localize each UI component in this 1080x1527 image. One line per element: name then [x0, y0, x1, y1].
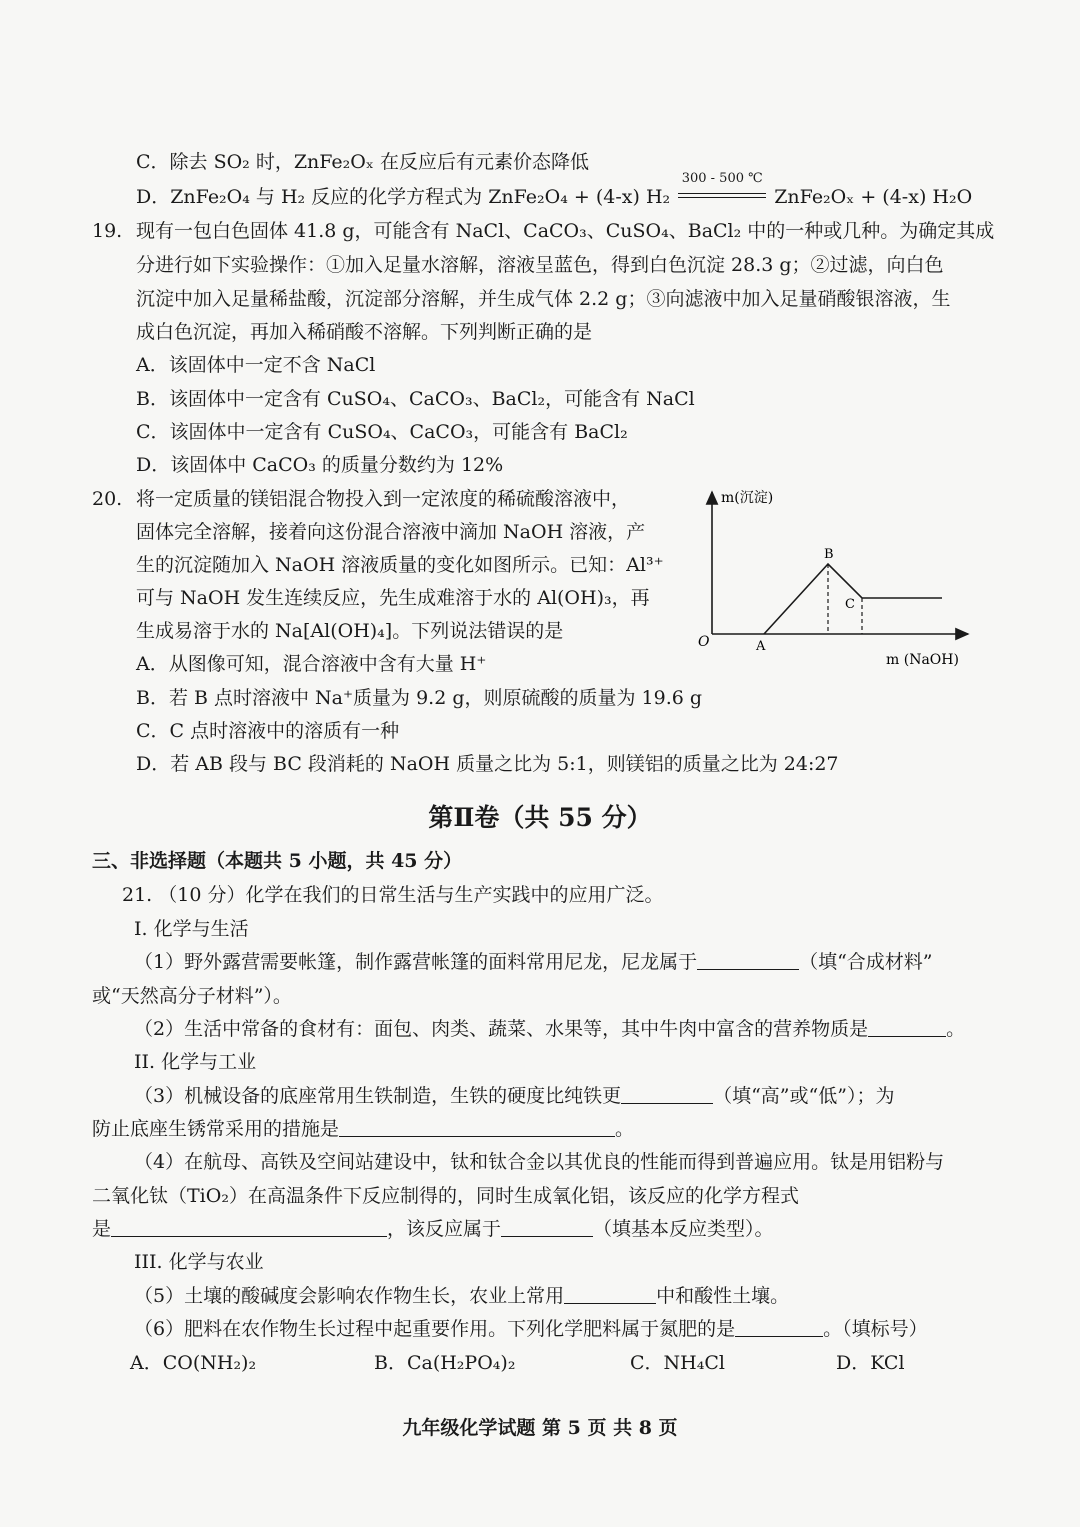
- y-axis-label: m(沉淀): [721, 490, 774, 506]
- q19-stem-line-2: 分进行如下实验操作：①加入足量水溶解，溶液呈蓝色，得到白色沉淀 28.3 g；②过滤，向白色: [136, 254, 944, 276]
- q21-p5: [134, 1284, 789, 1308]
- answer-blank-4[interactable]: [339, 1118, 615, 1137]
- q20-option-d: D．若 AB 段与 BC 段消耗的 NaOH 质量之比为 5:1，则镁铝的质量之比为 24:27: [136, 753, 839, 775]
- q19-stem-line-1: 现有一包白色固体 41.8 g，可能含有 NaCl、CaCO₃、CuSO₄、BaCl₂ 中的一种或几种。为确定其成: [136, 220, 995, 242]
- answer-blank-3[interactable]: [621, 1085, 713, 1104]
- q21-p4-mid: ，该反应属于: [387, 1218, 502, 1240]
- q20-number: 20.: [92, 488, 123, 510]
- part-heading: 三、非选择题（本题共 5 小题，共 45 分）: [92, 850, 463, 872]
- reaction-condition-arrow: [676, 171, 768, 209]
- q21-p1-text: （1）野外露营需要帐篷，制作露营帐篷的面料常用尼龙，尼龙属于: [134, 951, 698, 973]
- q21-p3-cont: [92, 1117, 634, 1141]
- q19-option-b: B．该固体中一定含有 CuSO₄、CaCO₃、BaCl₂，可能含有 NaCl: [136, 388, 695, 410]
- q21-intro: 21. （10 分）化学在我们的日常生活与生产实践中的应用广泛。: [122, 884, 664, 906]
- q20-option-c: C．C 点时溶液中的溶质有一种: [136, 720, 400, 742]
- reaction-condition: 300 - 500 ℃: [681, 171, 763, 186]
- q21-p4-hint: （填基本反应类型）。: [593, 1218, 774, 1240]
- q18-option-d-left: D．ZnFe₂O₄ 与 H₂ 反应的化学方程式为 ZnFe₂O₄ + (4-x) H₂: [136, 186, 671, 208]
- q21-subheading-life: I. 化学与生活: [134, 918, 249, 940]
- q21-p6-text: （6）肥料在农作物生长过程中起重要作用。下列化学肥料属于氮肥的是: [134, 1318, 736, 1340]
- q21-p1: [134, 950, 933, 974]
- page-footer: 九年级化学试题 第 5 页 共 8 页: [402, 1417, 678, 1439]
- answer-blank-2[interactable]: [868, 1018, 946, 1037]
- point-c-label: C: [845, 597, 855, 612]
- q19-option-c: C．该固体中一定含有 CuSO₄、CaCO₃，可能含有 BaCl₂: [136, 421, 628, 443]
- q20-option-b: B．若 B 点时溶液中 Na⁺质量为 9.2 g，则原硫酸的质量为 19.6 g: [136, 687, 703, 709]
- q21-p3-end: 。: [615, 1118, 635, 1140]
- q20-option-a: A．从图像可知，混合溶液中含有大量 H⁺: [136, 653, 487, 675]
- q21-subheading-industry: II. 化学与工业: [134, 1051, 257, 1073]
- q21-p1-cont: 或“天然高分子材料”）。: [92, 985, 292, 1007]
- origin-label: O: [698, 634, 710, 650]
- q21-p5-text: （5）土壤的酸碱度会影响农作物生长，农业上常用: [134, 1285, 565, 1307]
- q21-option-c: C．NH₄Cl: [630, 1352, 725, 1374]
- q21-p4: （4）在航母、高铁及空间站建设中，钛和钛合金以其优良的性能而得到普遍应用。钛是用铝粉与: [134, 1151, 945, 1173]
- q21-p3-hint: （填“高”或“低”）；为: [713, 1085, 895, 1107]
- q21-option-a: A．CO(NH₂)₂: [130, 1352, 257, 1374]
- q19-option-a: A．该固体中一定不含 NaCl: [136, 354, 376, 376]
- q21-option-d: D．KCl: [836, 1352, 905, 1374]
- q21-p6: [134, 1317, 928, 1341]
- q21-subheading-agriculture: III. 化学与农业: [134, 1251, 264, 1273]
- answer-blank-8[interactable]: [735, 1318, 823, 1337]
- q21-p4-cont-text: 是: [92, 1218, 112, 1240]
- precipitate-graph: [690, 478, 980, 678]
- q21-p4-line-3: [92, 1217, 774, 1241]
- section-title: 第Ⅱ卷（共 55 分）: [428, 803, 652, 832]
- q21-p1-hint: （填“合成材料”: [799, 951, 933, 973]
- q21-p2-text: （2）生活中常备的食材有：面包、肉类、蔬菜、水果等，其中牛肉中富含的营养物质是: [134, 1018, 869, 1040]
- answer-blank-1[interactable]: [697, 951, 799, 970]
- q21-p6-hint: 。（填标号）: [823, 1318, 928, 1340]
- q20-stem-line-4: 可与 NaOH 发生连续反应，先生成难溶于水的 Al(OH)₃，再: [136, 587, 650, 609]
- q19-stem-line-4: 成白色沉淀，再加入稀硝酸不溶解。下列判断正确的是: [136, 321, 593, 343]
- point-b-label: B: [824, 547, 834, 562]
- q21-p3-text: （3）机械设备的底座常用生铁制造，生铁的硬度比纯铁更: [134, 1085, 622, 1107]
- point-a-label: A: [756, 639, 766, 654]
- q20-stem-line-1: 将一定质量的镁铝混合物投入到一定浓度的稀硫酸溶液中，: [136, 488, 631, 510]
- q18-option-d: [136, 171, 973, 209]
- q18-option-d-right: ZnFe₂Oₓ + (4-x) H₂O: [774, 186, 973, 208]
- q20-stem-line-3: 生的沉淀随加入 NaOH 溶液质量的变化如图所示。已知：Al³⁺: [136, 554, 664, 576]
- q20-stem-line-5: 生成易溶于水的 Na[Al(OH)₄]。下列说法错误的是: [136, 620, 564, 642]
- q20-stem-line-2: 固体完全溶解，接着向这份混合溶液中滴加 NaOH 溶液，产: [136, 521, 646, 543]
- q19-option-d: D．该固体中 CaCO₃ 的质量分数约为 12%: [136, 454, 504, 476]
- q21-option-b: B．Ca(H₂PO₄)₂: [374, 1352, 516, 1374]
- x-axis-label: m (NaOH): [886, 652, 959, 668]
- q21-p3: [134, 1084, 894, 1108]
- q21-p2-end: 。: [946, 1018, 966, 1040]
- answer-blank-7[interactable]: [564, 1285, 656, 1304]
- answer-blank-5[interactable]: [111, 1218, 387, 1237]
- q21-p3-cont-text: 防止底座生锈常采用的措施是: [92, 1118, 340, 1140]
- q21-p2: [134, 1017, 965, 1041]
- q19-number: 19.: [92, 220, 123, 242]
- answer-blank-6[interactable]: [501, 1218, 593, 1237]
- q21-p5-end: 中和酸性土壤。: [656, 1285, 790, 1307]
- q21-p4-line-2: 二氧化钛（TiO₂）在高温条件下反应制得的，同时生成氧化铝，该反应的化学方程式: [92, 1185, 799, 1207]
- q18-option-c: C．除去 SO₂ 时，ZnFe₂Oₓ 在反应后有元素价态降低: [136, 151, 589, 173]
- q19-stem-line-3: 沉淀中加入足量稀盐酸，沉淀部分溶解，并生成气体 2.2 g；③向滤液中加入足量硝酸银溶液，生: [136, 288, 951, 310]
